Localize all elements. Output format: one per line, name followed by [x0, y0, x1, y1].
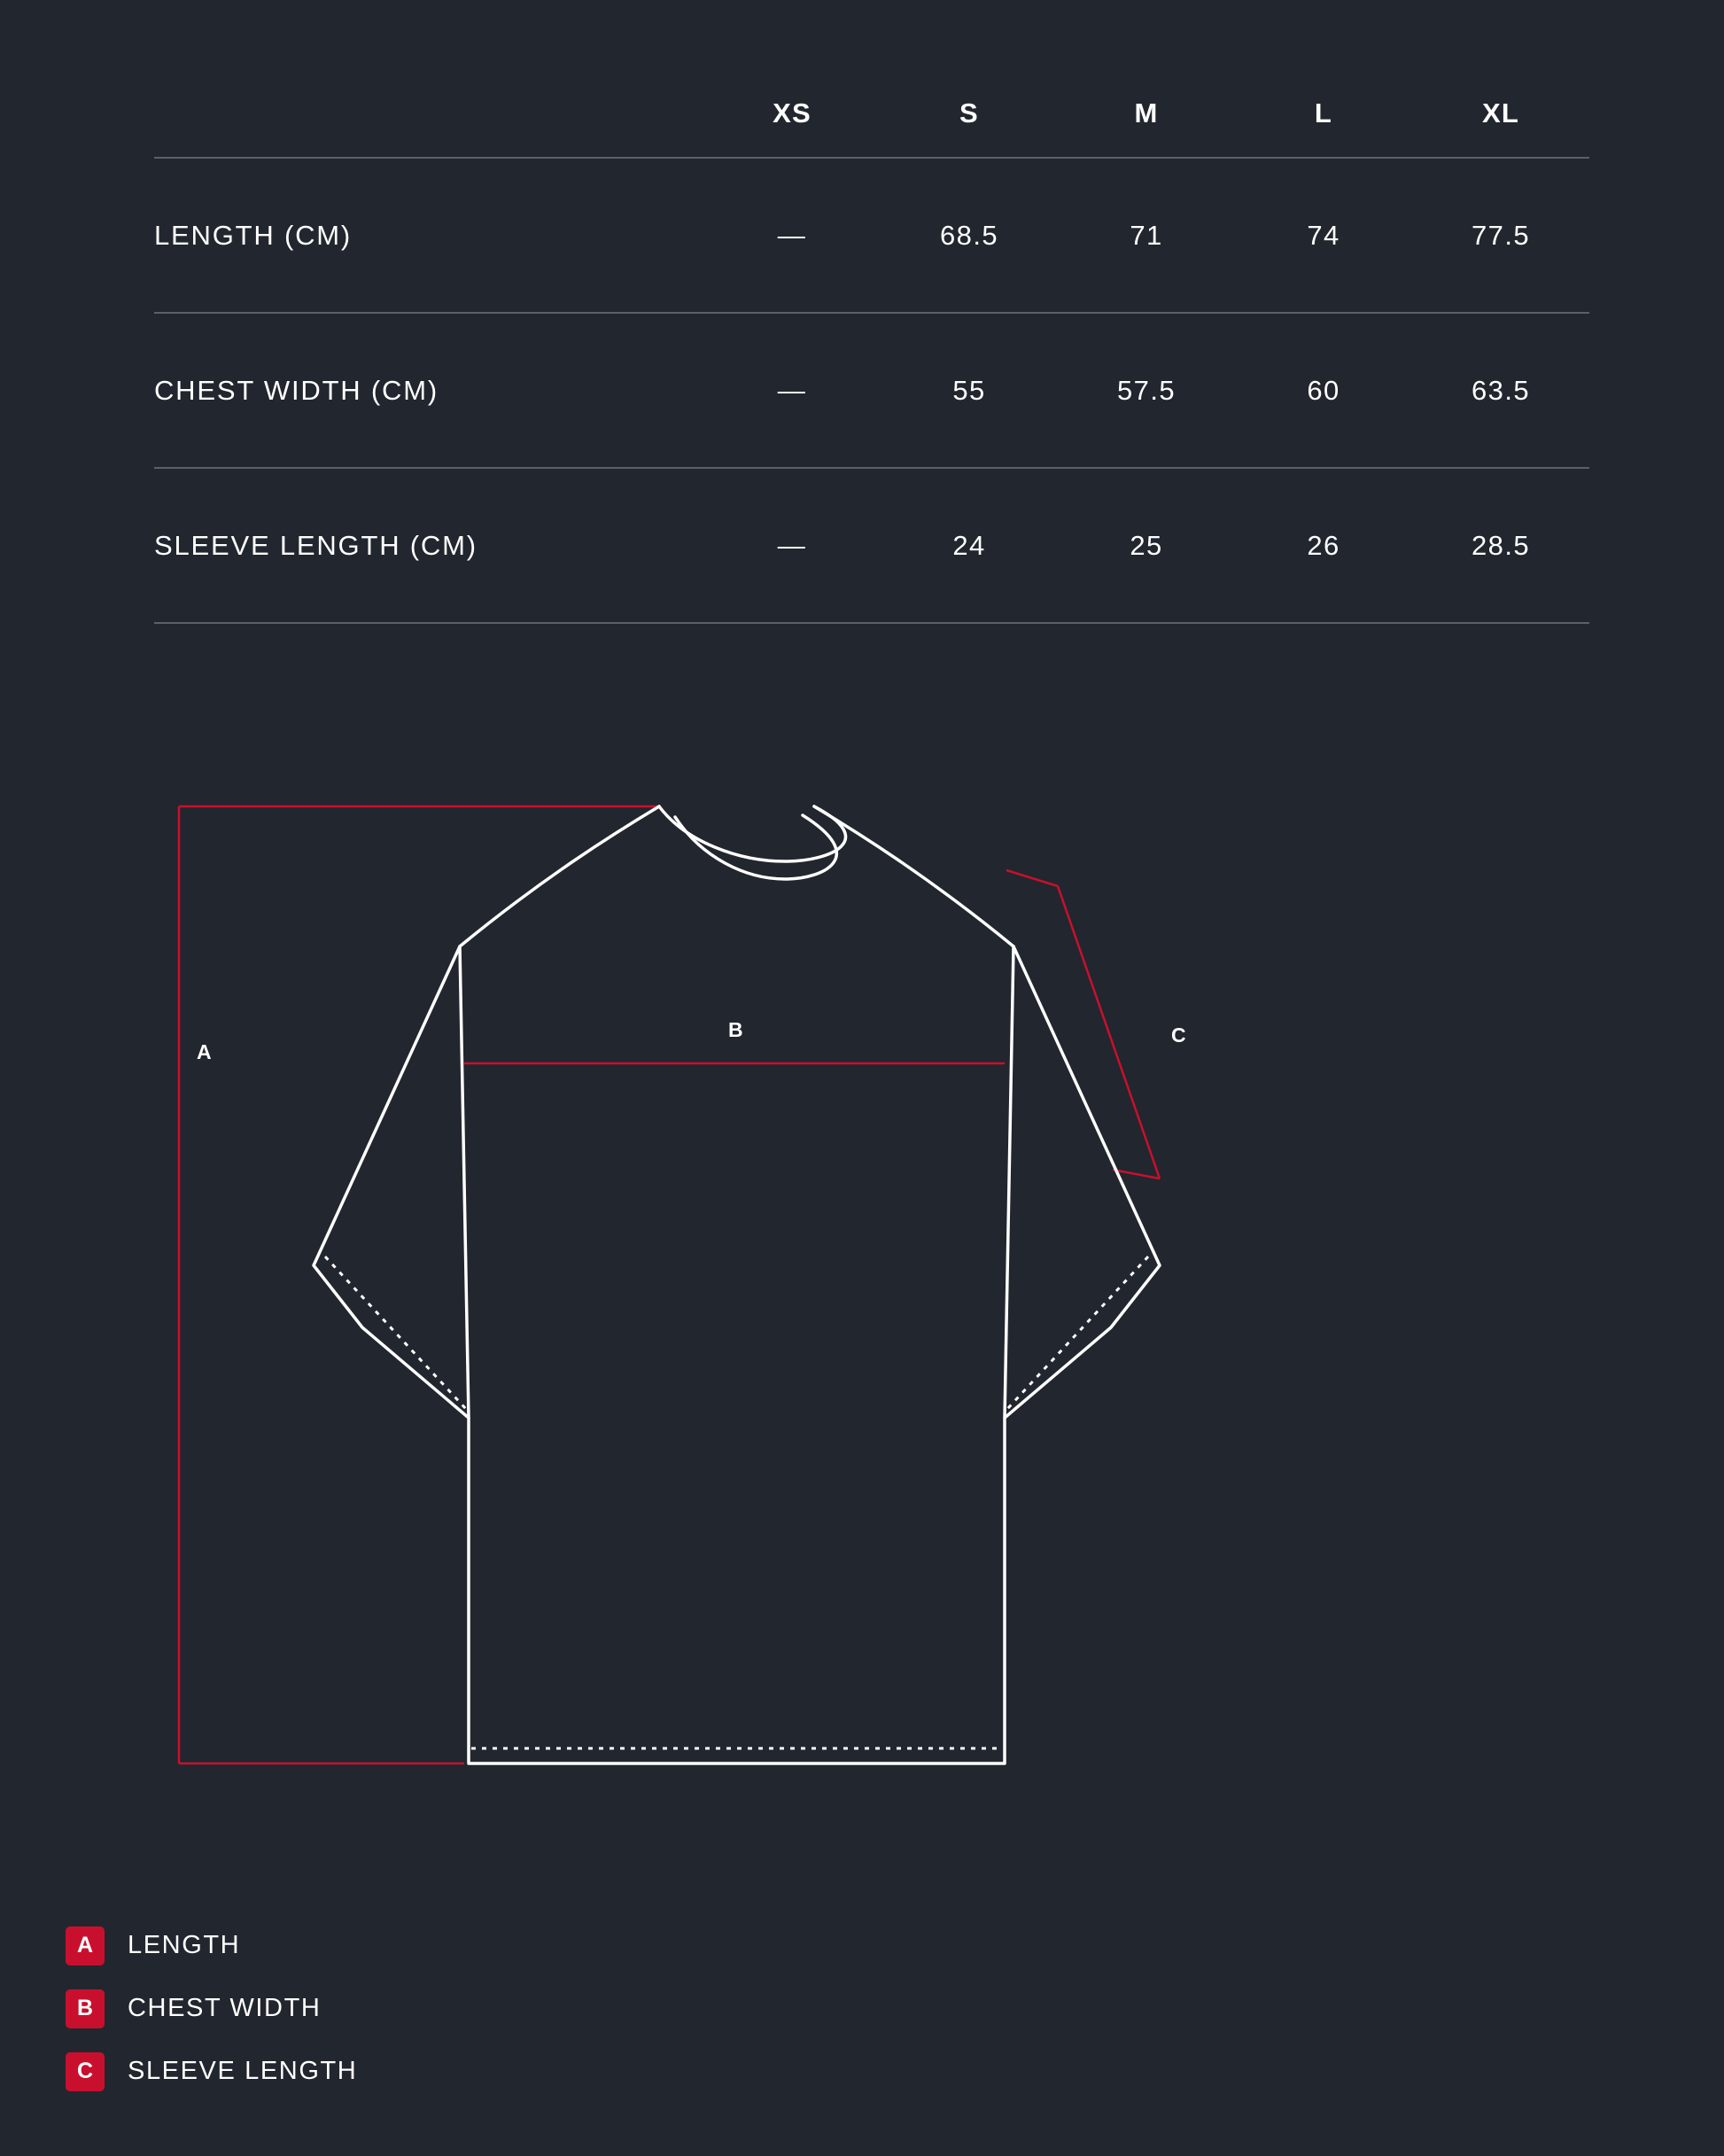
cell-chest-l: 60: [1235, 313, 1412, 468]
garment-diagram: [154, 736, 1589, 1887]
cell-sleeve-s: 24: [881, 468, 1058, 623]
column-header-s: S: [959, 97, 979, 128]
cell-chest-s: 55: [881, 313, 1058, 468]
diagram-label-b: B: [728, 1018, 744, 1041]
tshirt-outline: [314, 806, 1160, 1763]
cell-length-xl: 77.5: [1412, 158, 1589, 313]
column-header-m: M: [1134, 97, 1159, 128]
row-label-length: LENGTH (CM): [154, 158, 703, 313]
diagram-label-c: C: [1171, 1024, 1187, 1047]
cell-chest-xl: 63.5: [1412, 313, 1589, 468]
table-header: [154, 69, 1589, 158]
size-chart-table-container: [154, 69, 1589, 624]
measure-line-a: [179, 806, 659, 1763]
diagram-label-a: A: [197, 1040, 213, 1063]
cell-sleeve-l: 26: [1235, 468, 1412, 623]
cell-sleeve-m: 25: [1058, 468, 1235, 623]
cell-length-s: 68.5: [881, 158, 1058, 313]
legend-label-sleeve-length: SLEEVE LENGTH: [128, 2057, 358, 2085]
table-row: [154, 313, 1589, 468]
cell-length-xs: —: [703, 158, 881, 313]
column-header-xl: XL: [1481, 97, 1519, 128]
table-row: [154, 468, 1589, 623]
tshirt-stitching: [325, 1257, 1148, 1748]
row-label-chest-width: CHEST WIDTH (CM): [154, 313, 703, 468]
legend-badge-a: A: [66, 1926, 105, 1965]
cell-chest-xs: —: [703, 313, 881, 468]
column-header-l: L: [1314, 97, 1333, 128]
legend-label-length: LENGTH: [128, 1931, 241, 1959]
legend-item-sleeve-length: [66, 2040, 686, 2103]
legend-item-length: [66, 1914, 686, 1977]
legend-label-chest-width: CHEST WIDTH: [128, 1994, 322, 2022]
legend-badge-c: C: [66, 2052, 105, 2091]
table-body: [154, 158, 1589, 623]
cell-chest-m: 57.5: [1058, 313, 1235, 468]
table-corner-header: [154, 69, 703, 158]
legend: [66, 1914, 686, 2103]
cell-sleeve-xl: 28.5: [1412, 468, 1589, 623]
table-header-row: [154, 69, 1589, 158]
cell-sleeve-xs: —: [703, 468, 881, 623]
cell-length-l: 74: [1235, 158, 1412, 313]
legend-badge-b: B: [66, 1989, 105, 2028]
row-label-sleeve-length: SLEEVE LENGTH (CM): [154, 468, 703, 623]
measure-line-c: [1006, 870, 1160, 1179]
legend-item-chest-width: [66, 1977, 686, 2040]
column-header-xs: XS: [773, 97, 812, 128]
table-row: [154, 158, 1589, 313]
size-chart-table: [154, 69, 1589, 624]
cell-length-m: 71: [1058, 158, 1235, 313]
